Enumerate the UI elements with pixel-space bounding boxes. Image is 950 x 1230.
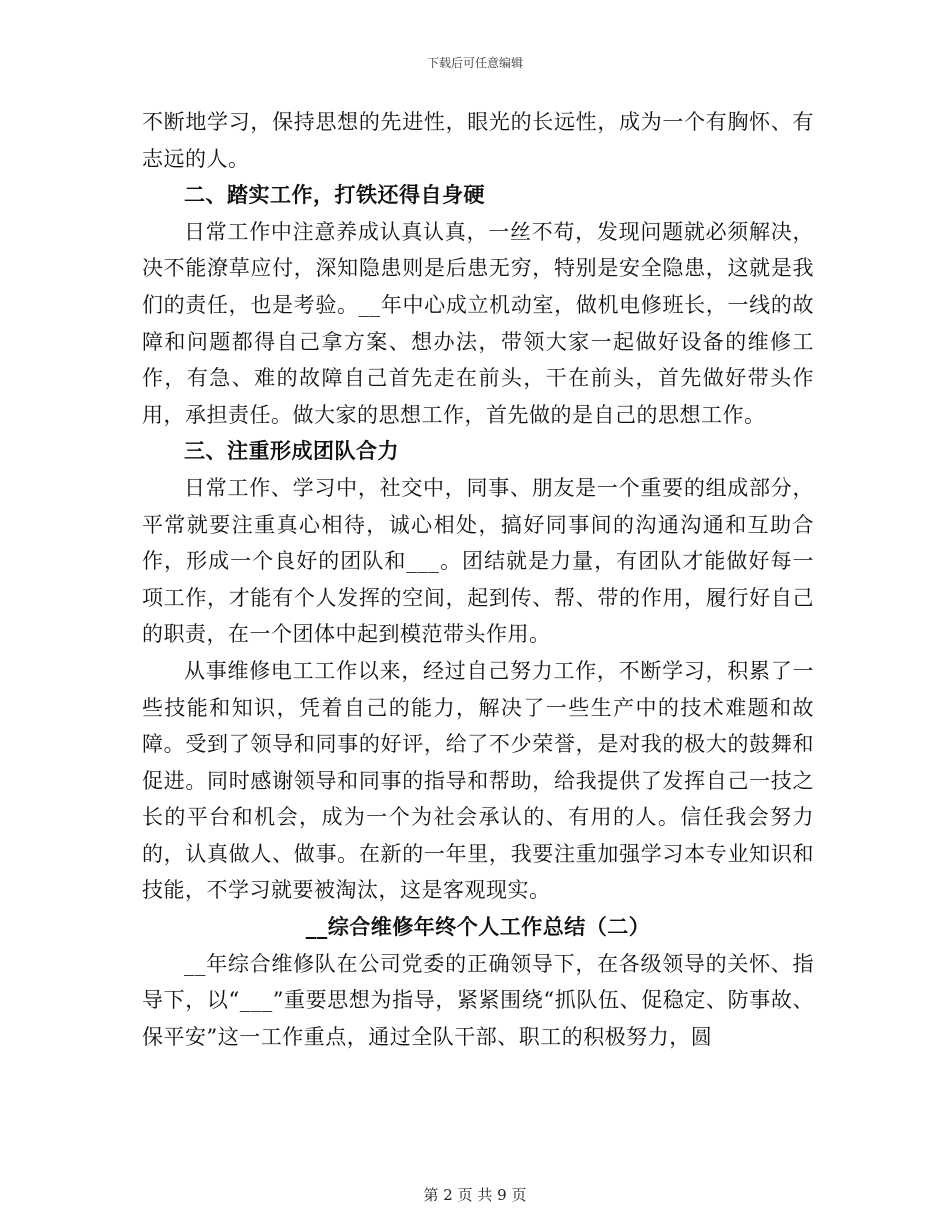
paragraph-team: 日常工作、学习中，社交中，同事、朋友是一个重要的组成部分，平常就要注重真心相待，诚心相处，搞好同事间的沟通沟通和互助合作，形成一个良好的团队和___。团结就是力量，有团队才能做好每一项工作，才能有个人发挥的空间，起到传、帮、带的作用，履行好自己的职责，在一个团体中起到模范带头作用。 (142, 475, 814, 647)
paragraph-work: 日常工作中注意养成认真认真，一丝不苟，发现问题就必须解决，决不能潦草应付，深知隐患则是后患无穷，特别是安全隐患，这就是我们的责任，也是考验。__年中心成立机动室，做机电修班长，一线的故障和问题都得自己拿方案、想办法，带领大家一起做好设备的维修工作，有急、难的故障自己首先走在前头，干在前头，首先做好带头作用，承担责任。做大家的思想工作，首先做的是自己的思想工作。 (142, 219, 814, 427)
page-number: 第 2 页 共 9 页 (423, 1186, 527, 1204)
paragraph-intro-2: __年综合维修队在公司党委的正确领导下，在各级领导的关怀、指导下，以“___”重要思想为指导，紧紧围绕“抓队伍、促稳定、防事故、保平安”这一工作重点，通过全队干部、职工的积极努力，圆 (142, 951, 814, 1049)
paragraph-summary: 从事维修电工工作以来，经过自己努力工作，不断学习，积累了一些技能和知识，凭着自己的能力，解决了一些生产中的技术难题和故障。受到了领导和同事的好评，给了不少荣誉，是对我的极大的鼓舞和促进。同时感谢领导和同事的指导和帮助，给我提供了发挥自己一技之长的平台和机会，成为一个为社会承认的、有用的人。信任我会努力的，认真做人、做事。在新的一年里，我要注重加强学习本专业知识和技能，不学习就要被淘汰，这是客观现实。 (142, 658, 814, 903)
paragraph-continuation: 不断地学习，保持思想的先进性，眼光的长远性，成为一个有胸怀、有志远的人。 (142, 110, 814, 171)
document-body (142, 104, 814, 1055)
section-heading-3: 三、注重形成团队合力 (184, 439, 399, 464)
document-title-2: __综合维修年终个人工作总结（二） (305, 915, 651, 940)
page-header: 下载后可任意编辑 (426, 56, 523, 70)
section-heading-2: 二、踏实工作，打铁还得自身硬 (184, 183, 485, 208)
